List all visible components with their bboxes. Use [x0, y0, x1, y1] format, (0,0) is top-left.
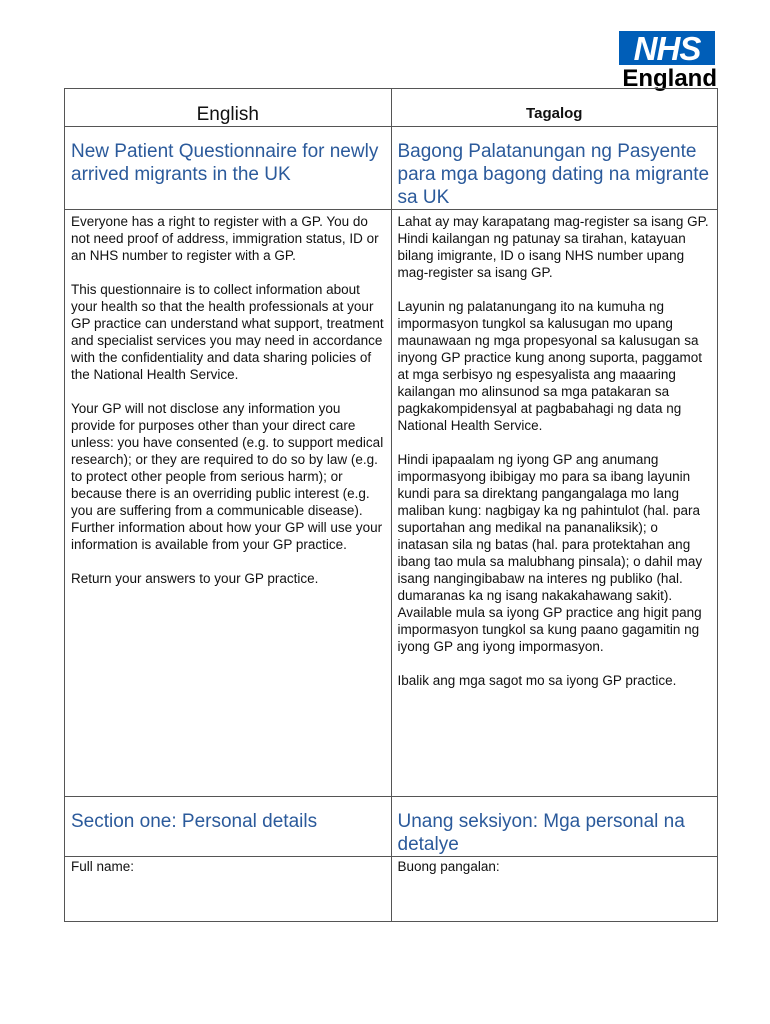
tagalog-intro-paragraph: Layunin ng palatanungang ito na kumuha ng impormasyon tungkol sa kalusugan mo upang maunawaan ng mga propesyonal sa kalusugan sa inyong GP practice kung anong suporta, paggamot at mga serbisyo ng espesyalista ang maaaring kailangan mo alinsunod sa mga patakaran sa pagkakompidensyal at pagbabahagi ng data ng National Health Service.	[397, 299, 702, 433]
english-title-cell	[65, 127, 392, 210]
title-row	[65, 127, 718, 210]
nhs-region-label: England	[622, 65, 717, 92]
intro-row	[65, 210, 718, 797]
english-intro-paragraph: Everyone has a right to register with a GP. You do not need proof of address, immigration status, ID or an NHS number to register with a GP.	[71, 214, 379, 263]
full-name-row	[65, 857, 718, 922]
full-name-label: Full name:	[71, 859, 135, 874]
tagalog-intro-paragraph: Hindi ipapaalam ng iyong GP ang anumang impormasyong ibibigay mo para sa ibang layunin kundi para sa direktang pangangalaga mo lang maliban kung: nagbigay ka ng pahintulot (hal. para suportahan ang medikal na pananaliksik); o inatasan sila ng batas (hal. para protektahan ang ibang tao mula sa malubhang pinsala); o dahil may isang nangingibabaw na interes ng publiko (hal. dumaranas ka ng isang nakakahawang sakit). Available mula sa iyong GP practice ang higit pang impormasyon tungkol sa kung paano gagamitin ng iyong GP ang iyong impormasyon.	[397, 452, 703, 654]
english-intro-paragraph: Your GP will not disclose any information you provide for purposes other than your direct care unless: you have consented (e.g. to support medical research); or they are required to do so by law (e.g. to protect other people from serious harm); or because there is an overriding public interest (e.g. you are suffering from a communicable disease). Further information about how your GP will use your information is available from your GP practice.	[71, 401, 384, 552]
tagalog-intro-paragraph: Lahat ay may karapatang mag-register sa isang GP. Hindi kailangan ng patunay sa tirahan, katayuan bilang imigrante, ID o isang NHS number upang mag-register sa isang GP.	[397, 214, 709, 280]
language-header-row	[65, 89, 718, 127]
tagalog-intro-cell	[391, 210, 718, 797]
english-column-header: English	[65, 89, 392, 127]
nhs-england-logo	[617, 31, 717, 92]
buong-pangalan-field[interactable]	[391, 857, 718, 922]
tagalog-title: Bagong Palatanungan ng Pasyente para mga bagong dating na migrante sa UK	[397, 141, 710, 208]
english-intro-cell	[65, 210, 392, 797]
nhs-logo-box: NHS	[619, 31, 715, 65]
buong-pangalan-label: Buong pangalan:	[397, 859, 500, 874]
english-title: New Patient Questionnaire for newly arrived migrants in the UK	[71, 141, 379, 185]
english-intro-paragraph: This questionnaire is to collect information about your health so that the health professionals at your GP practice can understand what support, treatment and specialist services you may need in accordance with the confidentiality and data sharing policies of the National Health Service.	[71, 282, 384, 382]
english-intro-paragraph: Return your answers to your GP practice.	[71, 571, 319, 586]
section-one-row	[65, 797, 718, 857]
full-name-field[interactable]	[65, 857, 392, 922]
tagalog-section-heading: Unang seksiyon: Mga personal na detalye	[391, 797, 718, 857]
tagalog-intro-paragraph: Ibalik ang mga sagot mo sa iyong GP practice.	[397, 673, 677, 688]
english-section-heading: Section one: Personal details	[65, 797, 392, 857]
bilingual-questionnaire-table	[64, 88, 718, 922]
tagalog-column-header: Tagalog	[391, 89, 718, 127]
tagalog-title-cell	[391, 127, 718, 210]
